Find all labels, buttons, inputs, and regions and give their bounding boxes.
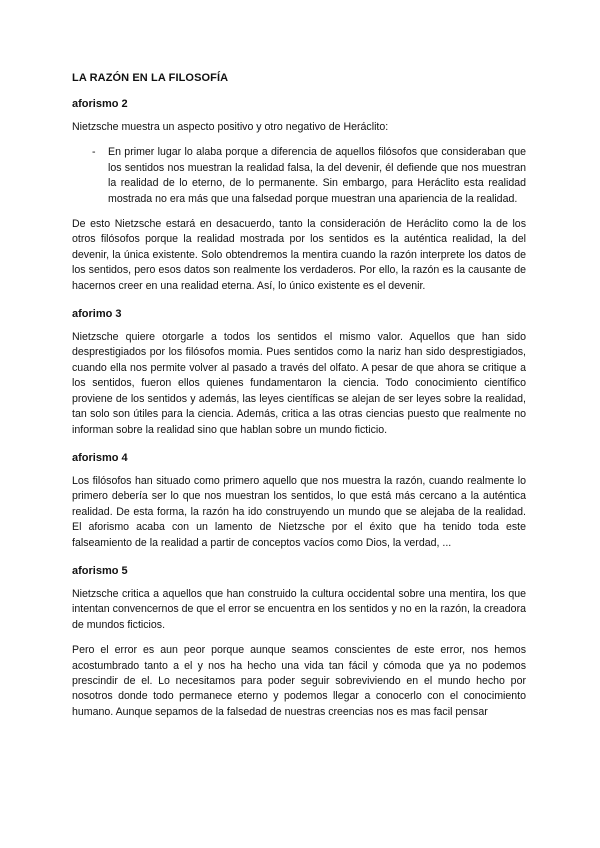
section-intro: Nietzsche muestra un aspecto positivo y otro negativo de Heráclito: <box>72 121 389 133</box>
body-paragraph: Nietzsche critica a aquellos que han construido la cultura occidental sobre una mentira, los que intentan convencernos de que el error se encuentra en los sentidos y no en la razón, la creadora de mundos ficticios. <box>72 587 526 631</box>
body-paragraph: Los filósofos han situado como primero aquello que nos muestra la razón, cuando realmente lo primero debería ser lo que nos muestran los sentidos, lo que está más cercano a la auténtica realidad. De esta forma, la razón ha ido construyendo un mundo que se alejaba de la realidad. El aforismo acaba con un lamento de Nietzsche por el éxito que ha tenido toda este falseamiento de la realidad a partir de conceptos vacíos como Dios, la verdad, ... <box>72 474 526 549</box>
list-item <box>72 145 526 207</box>
body-paragraph: Nietzsche quiere otorgarle a todos los sentidos el mismo valor. Aquellos que han sido desprestigiados por los filósofos momia. Pues sentidos como la nariz han sido desprestigiados, cuando ella nos permite volver al pasado a través del olfato. A pesar de que ahora se critique a los sentidos, fueron ellos quienes fundamentaron la ciencia. Todo conocimiento científico proviene de los sentidos y además, las leyes científicas se alejan de ser leyes sobre la realidad, tan solo son útiles para la ciencia. Además, critica a las otras ciencias puesto que realmente no informan sobre la realidad sino que hablan sobre un mundo ficticio. <box>72 331 526 436</box>
section-heading-aforismo-2: aforismo 2 <box>72 98 128 110</box>
body-paragraph: Pero el error es aun peor porque aunque seamos conscientes de este error, nos hemos acostumbrado tanto a el y nos ha hecho una vida tan fácil y cómoda que ya no podemos prescindir de el. Lo necesitamos para poder seguir sobreviviendo en el mundo hecho por nosotros donde todo permanece eterno y podemos llegar a conocerlo con el conocimiento humano. Aunque sepamos de la falsedad de nuestras creencias nos es mas facil pensar <box>72 644 526 718</box>
bullet-list <box>72 145 526 207</box>
body-paragraph: De esto Nietzsche estará en desacuerdo, tanto la consideración de Heráclito como la de los otros filósofos porque la realidad mostrada por los sentidos es la auténtica realidad, la del devenir, la única existente. Solo obtendremos la mentira cuando la razón interprete los datos de los sentidos, pero esos datos son realmente los verdaderos. Por ello, la razón es la causante de hacernos creer en una realidad eterna. Así, lo único existente es el devenir. <box>72 218 526 292</box>
document-title: LA RAZÓN EN LA FILOSOFÍA <box>72 72 229 84</box>
section-heading-aforismo-5: aforismo 5 <box>72 564 128 577</box>
bullet-text: En primer lugar lo alaba porque a diferencia de aquellos filósofos que consideraban que los sentidos nos muestran la realidad falsa, la del devenir, él defiende que nos muestran la realidad de lo eterno, de lo permanente. Sin embargo, para Heráclito esta realidad mostrada no era más que una falsedad porque muestran una apariencia de la realidad. <box>108 146 526 205</box>
section-heading-aforimo-3: aforimo 3 <box>72 308 122 321</box>
bullet-marker: - <box>92 146 96 159</box>
section-heading-aforismo-4: aforismo 4 <box>72 451 128 464</box>
